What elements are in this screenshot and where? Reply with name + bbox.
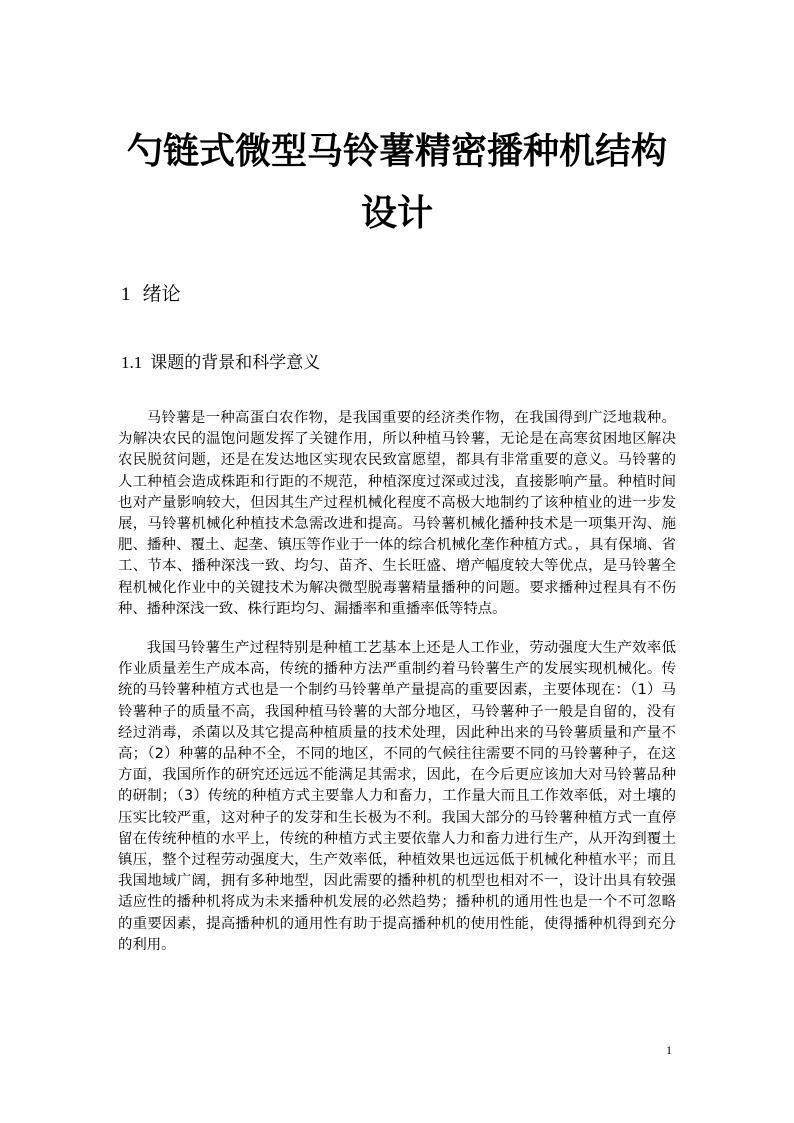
section-title: 绪论 [142, 283, 181, 305]
subsection-title: 课题的背景和科学意义 [150, 353, 321, 373]
section-number: 1 [121, 284, 131, 305]
subsection-heading [121, 352, 320, 374]
subsection-number: 1.1 [121, 353, 143, 372]
section-heading [121, 282, 181, 307]
document-title-line-1: 勺链式微型马铃薯精密播种机结构 [126, 131, 667, 172]
document-title-line-2: 设计 [360, 193, 433, 234]
page-number: 1 [666, 1043, 672, 1057]
body-paragraph: 马铃薯是一种高蛋白农作物，是我国重要的经济类作物，在我国得到广泛地栽种。为解决农民的温饱问题发挥了关键作用，所以种植马铃薯，无论是在高寒贫困地区解决农民脱贫问题，还是在发达地区实现农民致富愿望，都具有非常重要的意义。马铃薯的人工种植会造成株距和行距的不规范，种植深度过深或过浅，直接影响产量。种植时间也对产量影响较大，但因其生产过程机械化程度不高极大地制约了该种植业的进一步发展，马铃薯机械化种植技术急需改进和提高。马铃薯机械化播种技术是一项集开沟、施肥、播种、覆土、起垄、镇压等作业于一体的综合机械化垄作种植方式。，具有保墒、省工、节本、播种深浅一致、均匀、苗齐、生长旺盛、增产幅度较大等优点，是马铃薯全程机械化作业中的关键技术为解决微型脱毒薯精量播种的问题。要求播种过程具有不伤种、播种深浅一致、株行距均匀、漏播率和重播率低等特点。 [118, 410, 676, 617]
body-paragraph: 我国马铃薯生产过程特别是种植工艺基本上还是人工作业，劳动强度大生产效率低作业质量差生产成本高，传统的播种方法严重制约着马铃薯生产的发展实现机械化。传统的马铃薯种植方式也是一个制约马铃薯单产量提高的重要因素，主要体现在：（1）马铃薯种子的质量不高，我国种植马铃薯的大部分地区，马铃薯种子一般是自留的，没有经过消毒，杀菌以及其它提高种植质量的技术处理，因此种出来的马铃薯质量和产量不高；（2）种薯的品种不全，不同的地区，不同的气候往往需要不同的马铃薯种子，在这方面，我国所作的研究还远远不能满足其需求，因此，在今后更应该加大对马铃薯品种的研制；（3）传统的种植方式主要靠人力和畜力，工作量大而且工作效率低，对土壤的压实比较严重，这对种子的发芽和生长极为不利。我国大部分的马铃薯种植方式一直停留在传统种植的水平上，传统的种植方式主要依靠人力和畜力进行生产，从开沟到覆土镇压，整个过程劳动强度大，生产效率低，种植效果也远远低于机械化种植水平；而且我国地域广阔，拥有多种地型，因此需要的播种机的机型也相对不一，设计出具有较强适应性的播种机将成为未来播种机发展的必然趋势；播种机的通用性也是一个不可忽略的重要因素，提高播种机的通用性有助于提高播种机的使用性能，使得播种机得到充分的利用。 [118, 640, 676, 953]
